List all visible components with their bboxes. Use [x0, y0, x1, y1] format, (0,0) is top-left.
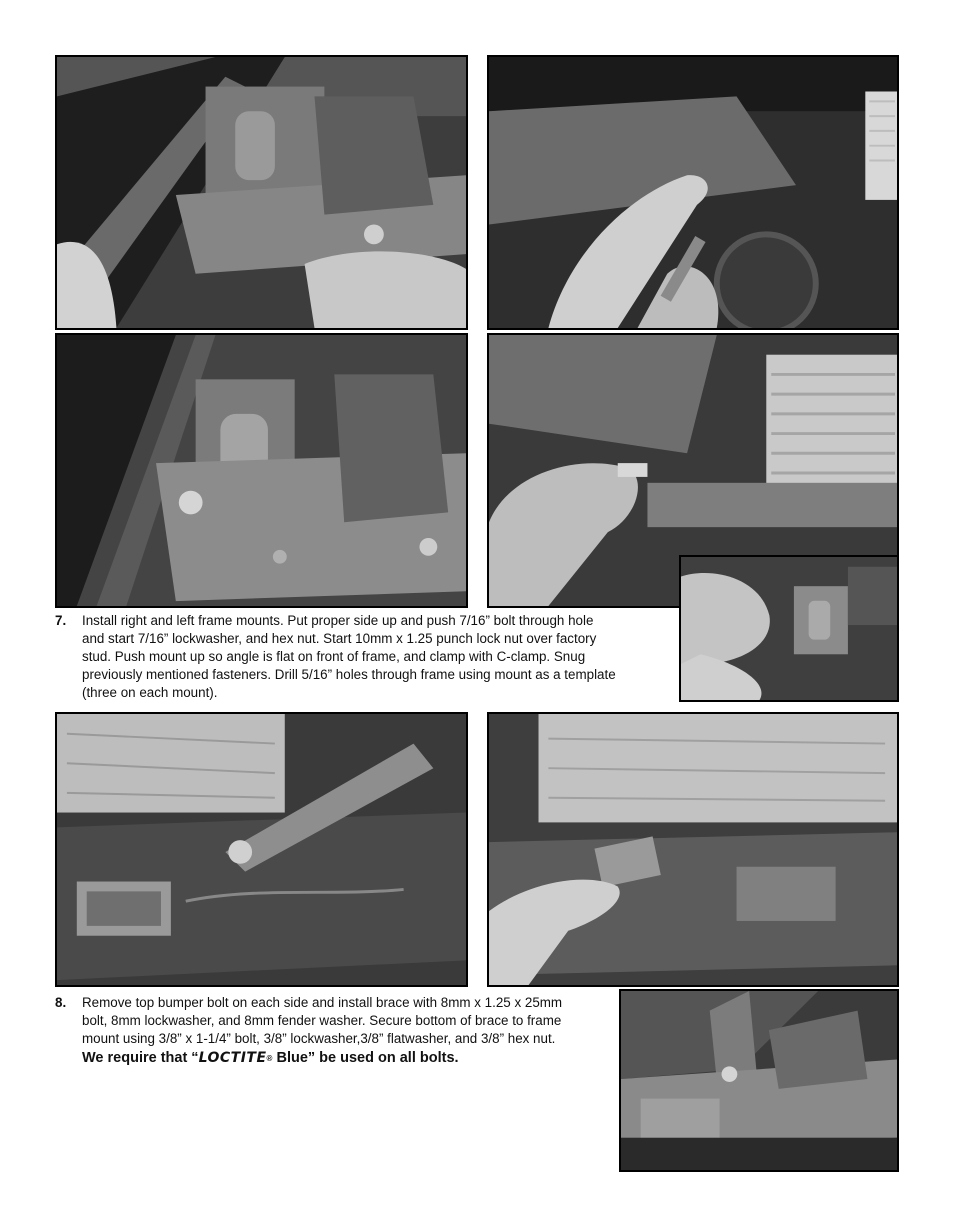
photo-drill-inset: [679, 555, 899, 702]
loctite-logo: LOCTITE: [198, 1050, 267, 1066]
step-7-text: [82, 612, 616, 702]
step-8-number: 8.: [55, 995, 67, 1010]
requirement-prefix: We require that “: [82, 1050, 199, 1066]
step-8-line: mount using 3/8” x 1-1/4” bolt, 3/8” lockwasher,3/8” flatwasher, and 3/8” hex nut.: [82, 1031, 556, 1046]
step-7-line: (three on each mount).: [82, 685, 218, 700]
photo-clamp-under-fender: [487, 55, 899, 330]
photo-frame-mount-hand: [55, 55, 468, 330]
step-8-line: bolt, 8mm lockwasher, and 8mm fender washer. Secure bottom of brace to frame: [82, 1013, 562, 1028]
photo-mount-installed: [55, 333, 468, 608]
step-8-text: [82, 994, 562, 1068]
step-8-line: Remove top bumper bolt on each side and install brace with 8mm x 1.25 x 25mm: [82, 995, 563, 1010]
requirement-suffix: Blue” be used on all bolts.: [272, 1050, 459, 1066]
photo-brace-to-frame-mount: [619, 989, 899, 1172]
step-8: [55, 994, 615, 1084]
step-7-number: 7.: [55, 613, 67, 628]
step-7-line: previously mentioned fasteners. Drill 5/16” holes through frame using mount as a template: [82, 667, 616, 682]
step-7-line: Install right and left frame mounts. Put proper side up and push 7/16” bolt through hole: [82, 613, 594, 628]
step-7: [55, 612, 675, 704]
step-7-line: and start 7/16” lockwasher, and hex nut. Start 10mm x 1.25 punch lock nut over factory: [82, 631, 597, 646]
loctite-requirement: [82, 1049, 562, 1068]
photo-install-brace: [487, 712, 899, 987]
step-7-line: stud. Push mount up so angle is flat on front of frame, and clamp with C-clamp. Snug: [82, 649, 586, 664]
registered-mark: ®: [266, 1054, 273, 1063]
photo-bumper-bolt-wrench: [55, 712, 468, 987]
